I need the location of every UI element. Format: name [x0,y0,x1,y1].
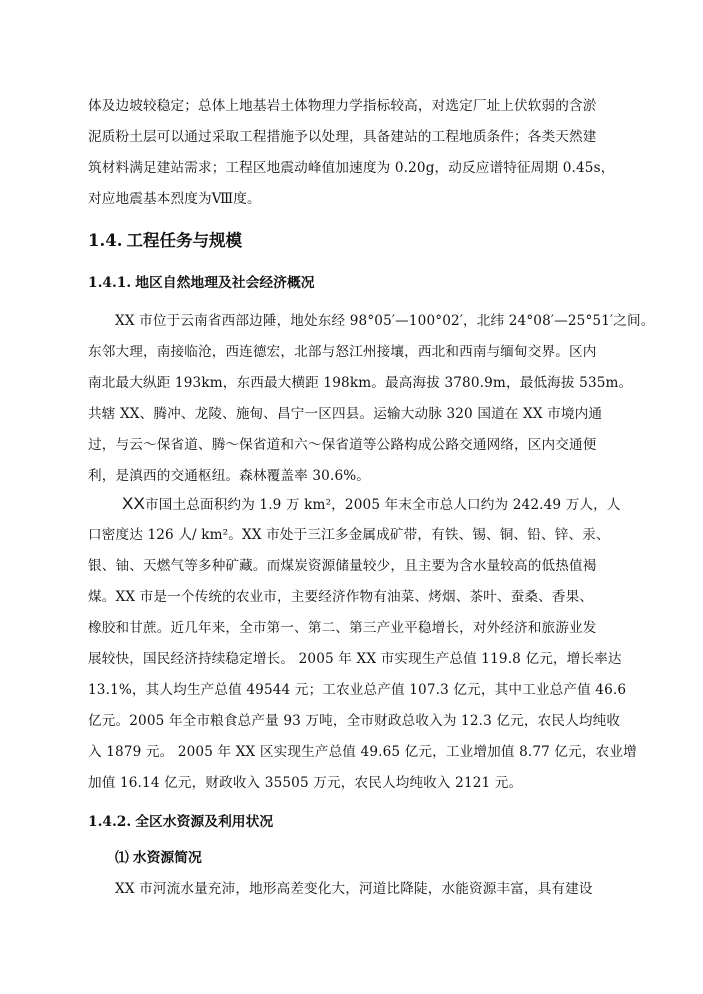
paragraph-line: 加值 16.14 亿元，财政收入 35505 万元，农民人均纯收入 2121 元。 [88,775,523,791]
paragraph-line: 亿元。2005 年全市粮食总产量 93 万吨，全市财政总收入为 12.3 亿元，农民人均纯收 [88,713,621,729]
section-title: 地区自然地理及社会经济概况 [135,275,315,291]
paragraph-line [122,495,621,514]
paragraph-line: 对应地震基本烈度为Ⅷ度。 [88,191,261,207]
section-number: 1.4.2. [88,814,132,830]
paragraph-text: 市国土总面积约为 1.9 万 km²，2005 年末全市总人口约为 242.49 万人，人 [144,497,621,513]
paragraph-line: 展较快，国民经济持续稳定增长。 2005 年 XX 市实现生产总值 119.8 亿元，增长率达 [88,651,622,667]
subsection-title: 水资源简况 [132,850,202,866]
paragraph-line: 利，是滇西的交通枢纽。森林覆盖率 30.6%。 [88,468,371,484]
paragraph-line: 13.1%，其人均生产总值 49544 元；工农业总产值 107.3 亿元，其中工业总产值 46.6 [88,682,627,698]
paragraph-line: 泥质粉土层可以通过采取工程措施予以处理，具备建站的工程地质条件；各类天然建 [88,129,597,145]
section-heading-1-4-2 [88,812,273,832]
section-title: 工程任务与规模 [126,231,242,250]
subsection-number: ⑴ [115,850,129,866]
paragraph-line: 入 1879 元。 2005 年 XX 区实现生产总值 49.65 亿元，工业增加值 8.77 亿元，农业增 [88,744,637,760]
paragraph-line: 共辖 XX、腾冲、龙陵、施甸、昌宁一区四县。运输大动脉 320 国道在 XX 市境内通 [88,406,603,422]
section-number: 1.4.1. [88,275,132,291]
paragraph-line: 银、铀、天燃气等多种矿藏。而煤炭资源储量较少，且主要为含水量较高的低热值褐 [88,558,597,574]
paragraph-line: XX 市位于云南省西部边陲，地处东经 98°05′—100°02′，北纬 24°08′—25°51′之间。 [115,313,655,329]
paragraph-line: 南北最大纵距 193km，东西最大横距 198km。最高海拔 3780.9m，最低海拔 535m。 [88,375,633,391]
section-heading-1-4-1 [88,273,315,293]
paragraph-line: XX 市河流水量充沛，地形高差变化大，河道比降陡，水能资源丰富，具有建设 [115,881,593,897]
paragraph-line: 筑材料满足建站需求；工程区地震动峰值加速度为 0.20g，动反应谱特征周期 0.45s， [88,160,615,176]
section-heading-1-4 [88,230,242,252]
emphasized-lead: XX [122,494,145,513]
section-title: 全区水资源及利用状况 [135,814,274,830]
paragraph-line: 过，与云～保省道、腾～保省道和六～保省道等公路构成公路交通网络，区内交通便 [88,437,597,453]
section-number: 1.4. [88,231,123,250]
paragraph-line: 煤。XX 市是一个传统的农业市，主要经济作物有油菜、烤烟、茶叶、蚕桑、香果、 [88,589,594,605]
paragraph-line: 橡胶和甘蔗。近几年来，全市第一、第二、第三产业平稳增长，对外经济和旅游业发 [88,620,597,636]
paragraph-line: 东邻大理，南接临沧，西连德宏，北部与怒江州接壤，西北和西南与缅甸交界。区内 [88,344,597,360]
paragraph-line: 体及边坡较稳定；总体上地基岩土体物理力学指标较高，对选定厂址上伏软弱的含淤 [88,98,597,114]
paragraph-line: 口密度达 126 人/ km²。XX 市处于三江多金属成矿带，有铁、锡、铜、铅、锌、汞、 [88,527,610,543]
subsection-heading [115,848,202,868]
